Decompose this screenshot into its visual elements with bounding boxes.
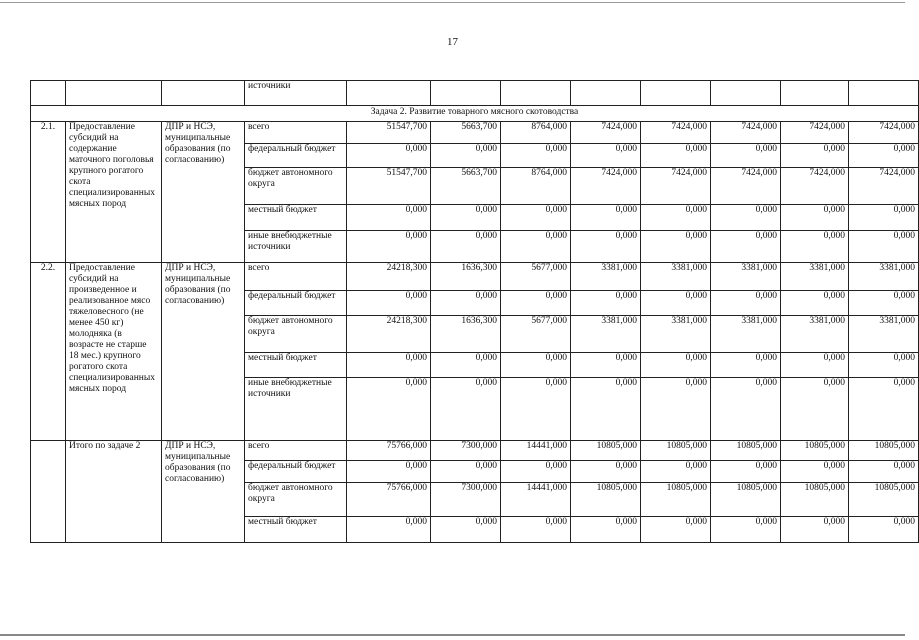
funding-source: иные внебюджетные источники — [245, 231, 347, 263]
amount-cell: 7300,000 — [431, 483, 501, 517]
item-executor: ДПР и НСЭ, муниципальные образования (по согласованию) — [162, 263, 245, 441]
amount-cell: 0,000 — [781, 353, 849, 378]
amount-cell: 14441,000 — [501, 483, 571, 517]
amount-cell: 0,000 — [781, 144, 849, 168]
amount-cell: 0,000 — [347, 353, 431, 378]
amount-cell: 10805,000 — [711, 483, 781, 517]
funding-source: местный бюджет — [245, 353, 347, 378]
amount-cell: 7424,000 — [571, 122, 641, 144]
amount-cell: 0,000 — [711, 353, 781, 378]
amount-cell: 0,000 — [431, 461, 501, 483]
item-number: 2.1. — [31, 122, 66, 263]
amount-cell: 0,000 — [849, 205, 919, 231]
amount-cell: 3381,000 — [849, 263, 919, 291]
amount-cell: 51547,700 — [347, 168, 431, 205]
source-label: источники — [245, 81, 347, 106]
amount-cell: 0,000 — [711, 291, 781, 316]
amount-cell: 10805,000 — [849, 483, 919, 517]
amount-cell: 0,000 — [571, 353, 641, 378]
amount-cell: 7424,000 — [781, 122, 849, 144]
amount-cell: 0,000 — [849, 378, 919, 441]
amount-cell: 0,000 — [501, 231, 571, 263]
table-row — [31, 122, 919, 144]
amount-cell: 7424,000 — [781, 168, 849, 205]
empty-cell — [849, 81, 919, 106]
task-heading-row — [31, 106, 919, 122]
amount-cell: 10805,000 — [849, 441, 919, 461]
task-heading: Задача 2. Развитие товарного мясного скотоводства — [31, 106, 919, 122]
amount-cell: 1636,300 — [431, 263, 501, 291]
amount-cell: 0,000 — [781, 461, 849, 483]
amount-cell: 10805,000 — [571, 441, 641, 461]
amount-cell: 0,000 — [781, 205, 849, 231]
amount-cell: 5677,000 — [501, 316, 571, 353]
funding-source: всего — [245, 263, 347, 291]
amount-cell: 0,000 — [711, 378, 781, 441]
amount-cell: 3381,000 — [641, 263, 711, 291]
funding-source: бюджет автономного округа — [245, 483, 347, 517]
funding-source: местный бюджет — [245, 517, 347, 543]
amount-cell: 10805,000 — [641, 483, 711, 517]
funding-source: федеральный бюджет — [245, 144, 347, 168]
amount-cell: 0,000 — [501, 461, 571, 483]
empty-cell — [501, 81, 571, 106]
amount-cell: 0,000 — [711, 461, 781, 483]
amount-cell: 5677,000 — [501, 263, 571, 291]
table-row — [31, 263, 919, 291]
empty-cell — [641, 81, 711, 106]
budget-table — [30, 80, 919, 543]
amount-cell: 0,000 — [641, 353, 711, 378]
item-number — [31, 441, 66, 543]
amount-cell: 0,000 — [641, 378, 711, 441]
bottom-rule — [0, 634, 905, 636]
amount-cell: 0,000 — [571, 205, 641, 231]
amount-cell: 0,000 — [781, 517, 849, 543]
amount-cell: 0,000 — [849, 353, 919, 378]
amount-cell: 3381,000 — [849, 316, 919, 353]
amount-cell: 7424,000 — [571, 168, 641, 205]
amount-cell: 0,000 — [849, 231, 919, 263]
amount-cell: 0,000 — [431, 517, 501, 543]
amount-cell: 0,000 — [641, 517, 711, 543]
amount-cell: 0,000 — [347, 144, 431, 168]
amount-cell: 3381,000 — [641, 316, 711, 353]
amount-cell: 0,000 — [781, 231, 849, 263]
amount-cell: 0,000 — [431, 144, 501, 168]
amount-cell: 24218,300 — [347, 263, 431, 291]
item-executor: ДПР и НСЭ, муниципальные образования (по согласованию) — [162, 441, 245, 543]
item-executor: ДПР и НСЭ, муниципальные образования (по согласованию) — [162, 122, 245, 263]
amount-cell: 0,000 — [431, 291, 501, 316]
amount-cell: 0,000 — [501, 205, 571, 231]
amount-cell: 1636,300 — [431, 316, 501, 353]
amount-cell: 7424,000 — [849, 168, 919, 205]
amount-cell: 3381,000 — [781, 263, 849, 291]
amount-cell: 0,000 — [781, 291, 849, 316]
amount-cell: 0,000 — [641, 461, 711, 483]
amount-cell: 7424,000 — [849, 122, 919, 144]
amount-cell: 3381,000 — [571, 263, 641, 291]
empty-cell — [571, 81, 641, 106]
empty-cell — [66, 81, 162, 106]
amount-cell: 0,000 — [347, 205, 431, 231]
amount-cell: 3381,000 — [711, 316, 781, 353]
amount-cell: 0,000 — [711, 144, 781, 168]
item-title: Предоставление субсидий на содержание маточного поголовья крупного рогатого скота специализированных мясных пород — [66, 122, 162, 263]
amount-cell: 5663,700 — [431, 122, 501, 144]
amount-cell: 75766,000 — [347, 483, 431, 517]
amount-cell: 0,000 — [849, 517, 919, 543]
funding-source: федеральный бюджет — [245, 461, 347, 483]
amount-cell: 0,000 — [849, 461, 919, 483]
funding-source: местный бюджет — [245, 205, 347, 231]
amount-cell: 0,000 — [501, 517, 571, 543]
amount-cell: 7300,000 — [431, 441, 501, 461]
amount-cell: 0,000 — [641, 291, 711, 316]
amount-cell: 24218,300 — [347, 316, 431, 353]
amount-cell: 0,000 — [347, 231, 431, 263]
empty-cell — [431, 81, 501, 106]
amount-cell: 10805,000 — [711, 441, 781, 461]
amount-cell: 0,000 — [641, 205, 711, 231]
amount-cell: 0,000 — [781, 378, 849, 441]
amount-cell: 10805,000 — [571, 483, 641, 517]
page-number: 17 — [447, 36, 458, 48]
amount-cell: 8764,000 — [501, 122, 571, 144]
amount-cell: 0,000 — [711, 517, 781, 543]
amount-cell: 0,000 — [641, 144, 711, 168]
empty-cell — [162, 81, 245, 106]
amount-cell: 7424,000 — [711, 168, 781, 205]
funding-source: всего — [245, 122, 347, 144]
amount-cell: 0,000 — [347, 291, 431, 316]
amount-cell: 0,000 — [431, 378, 501, 441]
amount-cell: 0,000 — [501, 378, 571, 441]
funding-source: иные внебюджетные источники — [245, 378, 347, 441]
item-title: Итого по задаче 2 — [66, 441, 162, 543]
amount-cell: 10805,000 — [781, 483, 849, 517]
top-rule — [0, 2, 905, 3]
funding-source: бюджет автономного округа — [245, 168, 347, 205]
amount-cell: 7424,000 — [711, 122, 781, 144]
funding-source: федеральный бюджет — [245, 291, 347, 316]
amount-cell: 0,000 — [431, 353, 501, 378]
amount-cell: 0,000 — [849, 291, 919, 316]
item-number: 2.2. — [31, 263, 66, 441]
empty-cell — [31, 81, 66, 106]
amount-cell: 0,000 — [711, 205, 781, 231]
funding-source: всего — [245, 441, 347, 461]
amount-cell: 75766,000 — [347, 441, 431, 461]
amount-cell: 0,000 — [571, 517, 641, 543]
amount-cell: 0,000 — [571, 291, 641, 316]
table-row — [31, 441, 919, 461]
amount-cell: 0,000 — [571, 461, 641, 483]
header-continuation-row — [31, 81, 919, 106]
amount-cell: 0,000 — [431, 205, 501, 231]
amount-cell: 0,000 — [431, 231, 501, 263]
amount-cell: 0,000 — [501, 291, 571, 316]
amount-cell: 0,000 — [849, 144, 919, 168]
amount-cell: 0,000 — [501, 144, 571, 168]
amount-cell: 0,000 — [711, 231, 781, 263]
amount-cell: 3381,000 — [571, 316, 641, 353]
amount-cell: 0,000 — [641, 231, 711, 263]
amount-cell: 0,000 — [571, 378, 641, 441]
amount-cell: 10805,000 — [781, 441, 849, 461]
amount-cell: 7424,000 — [641, 168, 711, 205]
amount-cell: 10805,000 — [641, 441, 711, 461]
amount-cell: 7424,000 — [641, 122, 711, 144]
amount-cell: 8764,000 — [501, 168, 571, 205]
amount-cell: 0,000 — [571, 231, 641, 263]
amount-cell: 0,000 — [347, 378, 431, 441]
item-title: Предоставление субсидий на произведенное и реализованное мясо тяжеловесного (не менее 450 кг) молодняка (в возрасте не старше 18 мес.) крупного рогатого скота специализированных мясных пород — [66, 263, 162, 441]
amount-cell: 0,000 — [347, 461, 431, 483]
amount-cell: 14441,000 — [501, 441, 571, 461]
funding-source: бюджет автономного округа — [245, 316, 347, 353]
empty-cell — [781, 81, 849, 106]
amount-cell: 51547,700 — [347, 122, 431, 144]
amount-cell: 3381,000 — [711, 263, 781, 291]
amount-cell: 0,000 — [571, 144, 641, 168]
amount-cell: 5663,700 — [431, 168, 501, 205]
empty-cell — [711, 81, 781, 106]
empty-cell — [347, 81, 431, 106]
amount-cell: 0,000 — [501, 353, 571, 378]
amount-cell: 3381,000 — [781, 316, 849, 353]
amount-cell: 0,000 — [347, 517, 431, 543]
